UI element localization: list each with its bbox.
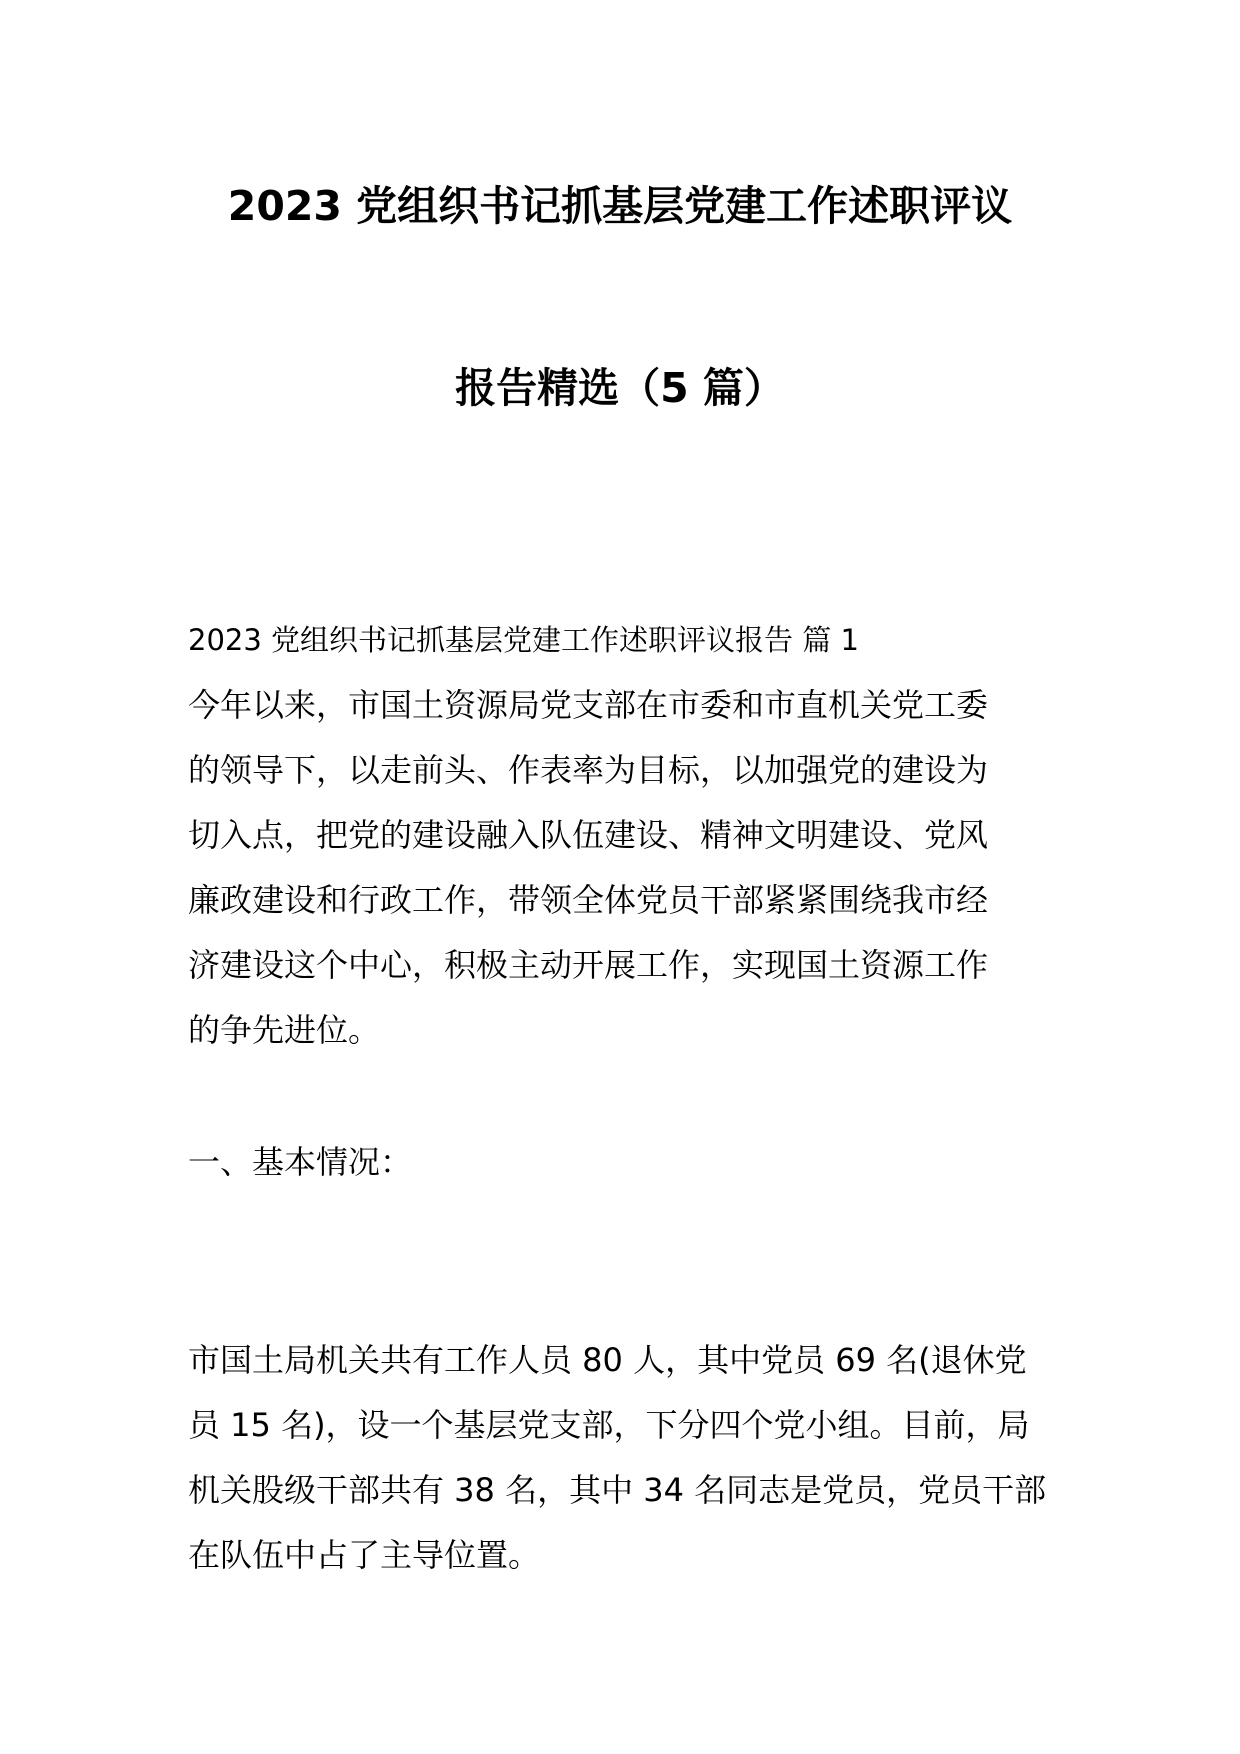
paragraph-line: 市国土局机关共有工作人员 80 人，其中党员 69 名(退休党 <box>188 1341 1027 1379</box>
paragraph-intro <box>188 673 1058 1063</box>
section-heading-basic-info: 一、基本情况： <box>188 1143 413 1181</box>
paragraph-line: 的争先进位。 <box>188 1011 381 1049</box>
paragraph-line: 济建设这个中心，积极主动开展工作，实现国土资源工作 <box>188 946 989 984</box>
document-title-line-1: 2023 党组织书记抓基层党建工作述职评议 <box>227 182 1013 230</box>
document-title-line-2: 报告精选（5 篇） <box>455 364 785 412</box>
paragraph-line: 员 15 名)，设一个基层党支部，下分四个党小组。目前，局 <box>188 1406 1030 1444</box>
article-heading: 2023 党组织书记抓基层党建工作述职评议报告 篇 1 <box>188 623 859 657</box>
paragraph-line: 在队伍中占了主导位置。 <box>188 1536 541 1574</box>
paragraph-line: 廉政建设和行政工作，带领全体党员干部紧紧围绕我市经 <box>188 881 989 919</box>
paragraph-line: 切入点，把党的建设融入队伍建设、精神文明建设、党风 <box>188 816 989 854</box>
paragraph-line: 的领导下，以走前头、作表率为目标，以加强党的建设为 <box>188 751 989 789</box>
paragraph-line: 今年以来，市国土资源局党支部在市委和市直机关党工委 <box>188 686 989 724</box>
paragraph-basic-info <box>188 1328 1058 1588</box>
paragraph-line: 机关股级干部共有 38 名，其中 34 名同志是党员，党员干部 <box>188 1471 1047 1509</box>
